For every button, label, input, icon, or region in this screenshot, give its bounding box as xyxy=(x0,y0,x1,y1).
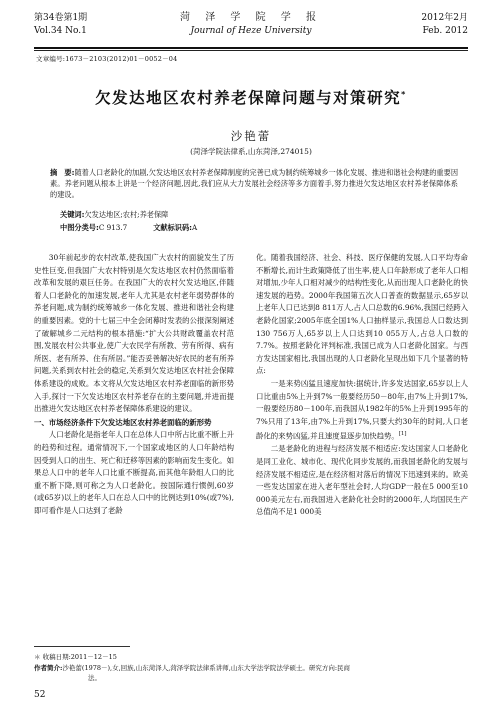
section-heading-1: 一、市场经济条件下欠发达地区农村养老面临的新形势 xyxy=(34,417,212,427)
clc-number: C 913.7 xyxy=(98,223,128,232)
clc-label: 中图分类号: xyxy=(60,223,99,232)
author-bio-text: 沙艳蕾(1978－),女,回族,山东菏泽人,菏泽学院法律系讲师,山东大学法学院法学硕士。研究方向:民商 xyxy=(62,663,351,672)
title-footnote-mark: * xyxy=(401,89,407,99)
volume-issue-en: Vol.34 No.1 xyxy=(34,26,87,36)
abstract xyxy=(50,167,458,200)
journal-name-cn: 菏 泽 学 院 学 报 xyxy=(180,12,322,23)
date-en: Feb. 2012 xyxy=(422,26,468,36)
abstract-text: 随着人口老龄化的加剧,欠发达地区农村养老保障制度的完善已成为制约统筹城乡一体化发展、推进和谐社会构建的重要因素。养老问题从根本上讲是一个经济问题,因此,我们应从大力发展社会经济等多方面着手,努力推进欠发达地区农村养老保障体系的建设。 xyxy=(50,168,459,199)
header-rule-thick xyxy=(34,47,468,49)
document-code: A xyxy=(192,223,198,232)
date-cn: 2012年2月 xyxy=(421,13,468,23)
document-code-label: 文献标识码: xyxy=(153,223,192,232)
article-number: 文章编号:1673－2103(2012)01－0052－04 xyxy=(36,55,178,63)
body-column-right xyxy=(256,252,468,519)
body-paragraph xyxy=(256,378,468,443)
author-bio-label: 作者简介: xyxy=(34,663,63,672)
keywords xyxy=(60,210,168,220)
received-date: ＊ 收稿日期:2011－12－15 xyxy=(34,653,117,661)
keywords-text: 欠发达地区;农村;养老保障 xyxy=(84,210,169,219)
volume-issue-cn: 第34卷第1期 xyxy=(34,13,88,23)
citation-ref: [1] xyxy=(398,431,407,438)
author-name: 沙艳蕾 xyxy=(230,129,272,143)
footnote xyxy=(34,652,474,684)
keywords-label: 关键词: xyxy=(60,210,85,219)
article-title-text: 欠发达地区农村养老保障问题与对策研究 xyxy=(95,89,402,107)
classification xyxy=(60,223,197,233)
author-bio xyxy=(34,663,474,674)
header-rule-thin xyxy=(34,50,468,51)
author-affiliation: (菏泽学院法律系,山东菏泽,274015) xyxy=(190,147,312,156)
body-paragraph: 二是老龄化的进程与经济发展不相适应:发达国家人口老龄化是同工业化、城市化、现代化同步发展的,而我国老龄化的发展与经济发展不相适应,是在经济相对落后的情况下迅速到来的。欧美一些发达国家在进入老年型社会时,人均GDP一般在5 000至10 000美元左右,而我国进入老龄化社会时的2000年,人均国民生产总值尚不足1 000美 xyxy=(256,444,468,517)
page-number: 52 xyxy=(34,690,46,700)
body-paragraph: 人口老龄化是指老年人口在总体人口中所占比重不断上升的趋势和过程。通常情况下,一个国家或地区的人口年龄结构因受到人口的出生、死亡和迁移等因素的影响而发生变化。如果总人口中的老年人口比重不断提高,而其他年龄组人口的比重不断下降,则可称之为人口老龄化。按国际通行惯例,60岁(或65岁)以上的老年人口在总人口中的比例达到10%(或7%),即可看作是人口达到了老龄 xyxy=(34,430,234,515)
article-title xyxy=(34,86,468,108)
point-one-text: 一是来势凶猛且速度加快:据统计,许多发达国家,65岁以上人口比重由5%上升到7%一般要经历50－80年,由7%上升到17%,一般要经历80－100年,而我国从1982年的5%上升到1995年的7%只用了13年,由7%上升到17%,只要大约30年的时间,人口老龄化的来势凶猛,并且速度显逐步加快趋势。 xyxy=(256,378,468,441)
abstract-label: 摘 要: xyxy=(50,168,75,177)
body-column-left xyxy=(34,252,234,517)
running-header xyxy=(34,8,468,46)
author-bio-continued: 法。 xyxy=(88,674,101,682)
body-paragraph: 30年前起步的农村改革,使我国广大农村的面貌发生了历史性巨变,但我国广大农村特别是欠发达地区农村仍然面临着改革和发展的艰巨任务。在我国广大的农村欠发达地区,伴随着人口老龄化的加速发展,老年人尤其是农村老年弱势群体的养老问题,成为制约统筹城乡一体化发展、推进和谐社会构建的重要因素。党的十七届三中全会闭幕时发表的公报深刻阐述了破解城乡二元结构的根本措施:“扩大公共财政覆盖农村范围,发展农村公共事业,使广大农民学有所教、劳有所得、病有所医、老有所养、住有所居。”能否妥善解决好农民的老有所养问题,关系到农村社会的稳定,关系到欠发达地区农村社会保障体系建设的成败。本文将从欠发达地区农村养老面临的新形势入手,探讨一下欠发达地区农村养老存在的主要问题,并进而提出推进欠发达地区农村养老保障体系建设的建议。 xyxy=(34,253,234,414)
footnote-separator xyxy=(34,646,130,647)
journal-name-en: Journal of Heze University xyxy=(190,26,312,36)
body-paragraph: 化。随着我国经济、社会、科技、医疗保健的发展,人口平均寿命不断增长,而计生政策降低了出生率,使人口年龄形成了老年人口相对增加,少年人口相对减少的结构性变化,从而出现人口老龄化的快速发展的趋势。2000年我国第五次人口普查的数据显示,65岁以上老年人口已达到8 811万人,占人口总数的6.96%,我国已经跨入老龄化国家;2005年底全国1%人口抽样显示,我国总人口数达到130 756万人,65岁以上人口达到10 055万人,占总人口数的7.7%。按照老龄化评判标准,我国已成为人口老龄化国家。与西方发达国家相比,我国出现的人口老龄化呈现出如下几个显著的特点: xyxy=(256,253,468,376)
